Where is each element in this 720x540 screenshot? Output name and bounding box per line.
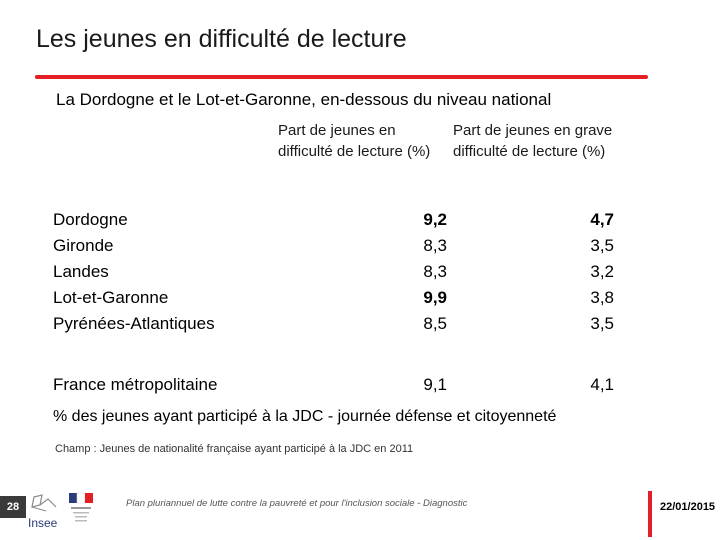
row-value-difficulty: 9,1 xyxy=(423,375,447,394)
row-value-difficulty: 8,3 xyxy=(423,236,447,255)
table-row-total xyxy=(0,375,720,399)
row-value-severe: 3,8 xyxy=(590,288,614,307)
scope-note: Champ : Jeunes de nationalité française ayant participé à la JDC en 2011 xyxy=(55,443,414,455)
table-row xyxy=(0,236,720,260)
footer-caption: Plan pluriannuel de lutte contre la pauvreté et pour l'inclusion sociale - Diagnostic xyxy=(126,498,468,509)
table-footnote: % des jeunes ayant participé à la JDC - journée défense et citoyenneté xyxy=(53,408,557,425)
row-label: France métropolitaine xyxy=(53,375,218,394)
row-value-severe: 4,1 xyxy=(590,375,614,394)
row-label: Pyrénées-Atlantiques xyxy=(53,314,215,333)
table-row xyxy=(0,314,720,338)
row-value-difficulty: 8,3 xyxy=(423,262,447,281)
column-header-difficulty: Part de jeunes en difficulté de lecture (%) xyxy=(278,122,431,160)
row-value-difficulty: 9,9 xyxy=(423,288,447,307)
row-label: Lot-et-Garonne xyxy=(53,288,169,307)
slide-subtitle: La Dordogne et le Lot-et-Garonne, en-dessous du niveau national xyxy=(56,90,552,109)
table-row xyxy=(0,288,720,312)
row-label: Gironde xyxy=(53,236,114,255)
republique-francaise-logo-icon xyxy=(66,491,96,529)
footer-divider xyxy=(648,491,652,537)
row-value-difficulty: 9,2 xyxy=(423,210,447,229)
row-label: Dordogne xyxy=(53,210,128,229)
row-label: Landes xyxy=(53,262,109,281)
row-value-severe: 3,5 xyxy=(590,236,614,255)
column-header-severe-difficulty: Part de jeunes en grave difficulté de lecture (%) xyxy=(453,122,613,160)
page-number: 28 xyxy=(0,496,26,518)
row-value-severe: 3,2 xyxy=(590,262,614,281)
row-value-severe: 3,5 xyxy=(590,314,614,333)
table-row xyxy=(0,262,720,286)
page-title: Les jeunes en difficulté de lecture xyxy=(36,25,407,53)
row-value-difficulty: 8,5 xyxy=(423,314,447,333)
insee-logo-label: Insee xyxy=(28,516,58,530)
footer-date: 22/01/2015 xyxy=(660,501,716,513)
table-row xyxy=(0,210,720,234)
row-value-severe: 4,7 xyxy=(590,210,614,229)
title-underline xyxy=(35,75,648,79)
